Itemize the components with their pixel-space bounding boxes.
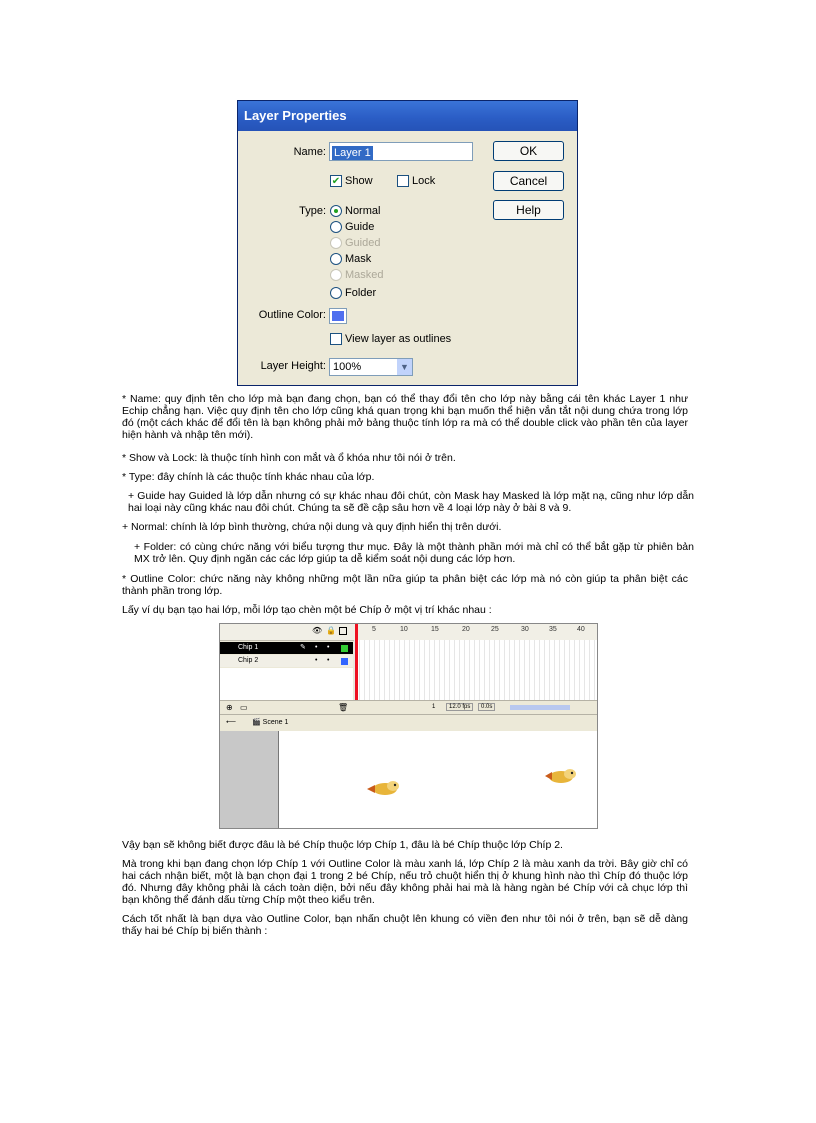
- type-guided-label: Guided: [345, 237, 381, 249]
- outline-color-label: Outline Color:: [258, 309, 326, 321]
- layer-row-chip-1[interactable]: Chip 1 ✎ • •: [220, 642, 353, 654]
- layer-height-label: Layer Height:: [260, 360, 326, 372]
- frame-grid[interactable]: [354, 640, 597, 700]
- pencil-icon: ✎: [300, 644, 306, 651]
- ruler-num: 5: [372, 626, 376, 633]
- chip-character[interactable]: [365, 777, 403, 799]
- lock-icon[interactable]: 🔒: [326, 626, 336, 635]
- layer-height-select[interactable]: [329, 358, 413, 376]
- type-guide-radio[interactable]: [330, 221, 342, 233]
- back-arrow-icon[interactable]: ⟵: [226, 719, 237, 726]
- type-mask-label: Mask: [345, 253, 372, 265]
- show-checkbox[interactable]: ✔: [331, 176, 341, 187]
- type-guided-radio: [330, 237, 342, 249]
- type-normal-radio[interactable]: [330, 205, 342, 217]
- layer-color-box[interactable]: [341, 658, 348, 665]
- layer-name: Chip 1: [238, 644, 259, 651]
- flash-timeline-screenshot: [219, 623, 598, 829]
- layer-name: Chip 2: [238, 657, 259, 664]
- cancel-button[interactable]: Cancel: [493, 171, 564, 191]
- type-mask-radio[interactable]: [330, 253, 342, 265]
- scene-icon: 🎬: [252, 719, 261, 726]
- para-guide: + Guide hay Guided là lớp dẫn nhưng có sự khác nhau đôi chút, còn Mask hay Masked là lớp mặt nạ, cũng như lớp dẫn hai loại này cũng khác nau đôi chút. Chúng ta sẽ đề cập sâu hơn về 4 loại lớp này ở bài 8 và 9.: [128, 490, 694, 514]
- scene-bar: [220, 714, 597, 732]
- playhead[interactable]: [355, 624, 358, 712]
- layer-row-chip-2[interactable]: Chip 2 • •: [220, 655, 353, 667]
- para-outline-color: * Outline Color: chức năng này không những một lần nữa giúp ta phân biệt các lớp mà nó còn giúp ta phân biệt các thành phần trong lớp.: [122, 573, 688, 597]
- timeline-footer: [220, 700, 597, 715]
- name-label: Name:: [293, 146, 326, 158]
- para-outline-explain: Mà trong khi bạn đang chọn lớp Chíp 1 với Outline Color là màu xanh lá, lớp Chíp 2 là màu xanh da trời. Bây giờ chỉ có hai cách nhận biết, một là bạn chọn đại 1 trong 2 bé Chíp, nếu trỏ chuột hiển thị ở khung hình nào thì Chíp đó thuộc lớp đó. Nhưng đây không phải là cách toàn diện, bởi nếu đây không phải hai mà là hàng ngàn bé Chíp với cả chục lớp thì bạn không thể đánh dấu từng Chíp một theo kiểu trên.: [122, 858, 688, 906]
- name-input[interactable]: [329, 142, 473, 161]
- type-label: Type:: [299, 205, 326, 217]
- dialog-title: Layer Properties: [238, 101, 577, 131]
- help-button[interactable]: Help: [493, 200, 564, 220]
- layer-properties-dialog: [237, 100, 578, 386]
- trash-icon[interactable]: 🗑: [338, 703, 349, 712]
- ruler-num: 35: [549, 626, 557, 633]
- type-masked-label: Masked: [345, 269, 384, 281]
- outline-icon[interactable]: [339, 627, 347, 635]
- lock-checkbox[interactable]: [397, 175, 409, 187]
- layer-height-value: 100%: [333, 361, 362, 373]
- para-show-lock: * Show và Lock: là thuộc tính hình con mắt và ổ khóa như tôi nói ở trên.: [122, 452, 456, 464]
- layer-color-box[interactable]: [341, 645, 348, 652]
- view-outlines-label: View layer as outlines: [345, 333, 452, 345]
- para-normal: + Normal: chính là lớp bình thường, chứa nội dung và quy định hiển thị trên dưới.: [122, 521, 502, 533]
- stage[interactable]: [279, 731, 597, 829]
- timeline-scrollbar[interactable]: [510, 705, 570, 710]
- para-type: * Type: đây chính là các thuộc tính khác nhau của lớp.: [122, 471, 375, 483]
- type-folder-radio[interactable]: [330, 287, 342, 299]
- type-folder-label: Folder: [345, 287, 377, 299]
- frame-rate: 12.0 fps: [446, 703, 473, 711]
- ruler-num: 20: [462, 626, 470, 633]
- para-name: * Name: quy định tên cho lớp mà bạn đang chọn, bạn có thể thay đổi tên cho lớp này bằng cái tên khác Layer 1 như Echip chẳng hạn. Việc quy định tên cho lớp cũng khá quan trọng khi bạn muốn thể hiện vắn tắt nội dung chứa trong lớp đó (một cách khác để đổi tên là bạn không phải mở bảng thuộc tính lớp ra mà có thể double click vào phần tên của layer hiện hành và nhập tên mới).: [122, 393, 688, 441]
- ok-button[interactable]: OK: [493, 141, 564, 161]
- ruler-num: 30: [521, 626, 529, 633]
- para-unknown-chip: Vậy bạn sẽ không biết được đâu là bé Chíp thuộc lớp Chíp 1, đâu là bé Chíp thuộc lớp Chíp 2.: [122, 839, 563, 851]
- lock-label: Lock: [412, 175, 436, 187]
- timeline-header: [220, 624, 597, 641]
- folder-icon[interactable]: ▭: [240, 703, 248, 712]
- current-frame: 1: [432, 704, 436, 710]
- work-area: [220, 731, 279, 829]
- ruler-num: 10: [400, 626, 408, 633]
- type-guide-label: Guide: [345, 221, 375, 233]
- chip-character[interactable]: [543, 765, 581, 787]
- name-value: Layer 1: [334, 147, 371, 159]
- view-outlines-checkbox[interactable]: [330, 333, 342, 345]
- eye-icon[interactable]: 👁: [312, 626, 323, 635]
- para-folder: + Folder: có cùng chức năng với biểu tượng thư mục. Đây là một thành phần mới mà chỉ có thể bắt gặp từ phiên bản MX trở lên. Quy định ngăn các các lớp giúp ta dễ kiểm soát nội dung các lớp hơn.: [134, 541, 694, 565]
- chevron-down-icon: ▼: [397, 359, 412, 375]
- add-layer-icon[interactable]: ⊕: [226, 703, 233, 712]
- type-normal-label: Normal: [345, 205, 381, 217]
- ruler-num: 40: [577, 626, 585, 633]
- elapsed-time: 0.0s: [478, 703, 495, 711]
- scene-name: Scene 1: [262, 719, 289, 726]
- ruler-num: 15: [431, 626, 439, 633]
- para-best-way: Cách tốt nhất là bạn dựa vào Outline Color, bạn nhấn chuột lên khung có viền đen như tôi nói ở trên, bạn sẽ dễ dàng thấy hai bé Chíp bị biến thành :: [122, 913, 688, 937]
- ruler-num: 25: [491, 626, 499, 633]
- type-masked-radio: [330, 269, 342, 281]
- outline-color-picker[interactable]: [329, 308, 347, 324]
- show-label: Show: [345, 175, 373, 187]
- para-example: Lấy ví dụ bạn tạo hai lớp, mỗi lớp tạo chèn một bé Chíp ở một vị trí khác nhau :: [122, 604, 492, 616]
